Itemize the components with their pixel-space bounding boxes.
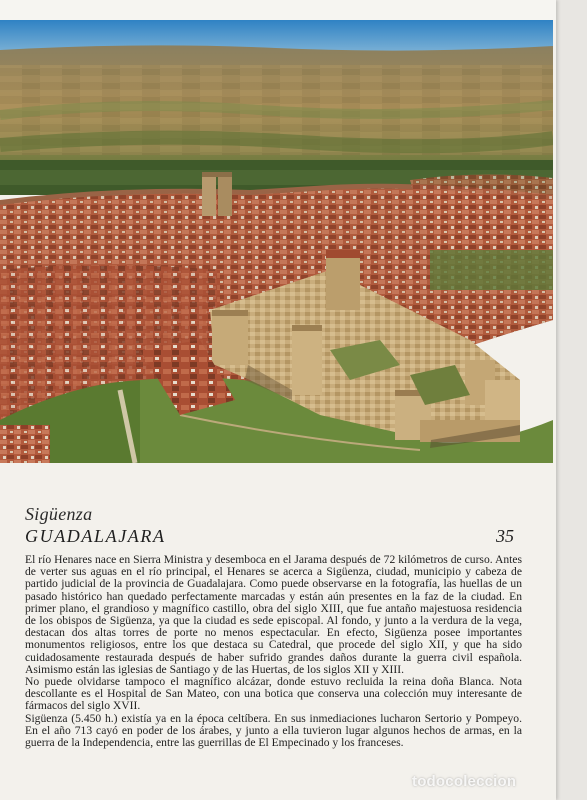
paragraph-1: El río Henares nace en Sierra Ministra y desemboca en el Jarama después de 72 kilómetros de curso. Antes de verter sus aguas en el río principal, el Henares se acerca a Sigüenza, ciudad, municipio y cabeza de partido judicial de la provincia de Guadalajara. Como puede observarse en la fotografía, las huellas de un pasado histórico han quedado perfectamente marcadas y están aún presentes en la faz de la ciudad. En primer plano, el grandioso y magnífico castillo, obra del siglo XIII, que fue antaño majestuosa residencia de los obispos de Sigüenza, ya que la ciudad es sede episcopal. Al fondo, y junto a la verdura de la vega, destacan dos altas torres de porte no menos espectacular. En efecto, Sigüenza posee importantes monumentos religiosos, entre los que destaca su Catedral, que procede del siglo XII, y que ha sido cuidadosamente restaurada después de haber sufrido grandes daños durante la guerra civil española. Asimismo están las iglesias de Santiago y de las Huertas, de los siglos XII y XIII. — [25, 553, 522, 676]
aerial-photo-graphic — [0, 20, 553, 463]
watermark-logo: todocoleccion — [412, 773, 517, 790]
caption-block — [0, 463, 556, 800]
top-margin — [0, 0, 556, 20]
province-name: GUADALAJARA — [25, 526, 166, 546]
page-number: 35 — [496, 526, 514, 546]
town-name: Sigüenza — [25, 504, 93, 524]
paragraph-3: Sigüenza (5.450 h.) existía ya en la época celtíbera. En sus inmediaciones lucharon Sertorio y Pompeyo. En el año 713 cayó en poder de los árabes, y junto a ella tuvieron lugar algunos hechos de armas, en la guerra de la Independencia, entre las guerrillas de El Empecinado y los franceses. — [25, 711, 522, 750]
description-text — [25, 554, 522, 749]
paragraph-2: No puede olvidarse tampoco el magnífico alcázar, donde estuvo recluida la reina doña Blanca. Nota descollante es el Hospital de San Mateo, con una botica que conserva una colección muy interesante de fármacos del siglo XVII. — [25, 675, 522, 713]
aerial-photo-siguenza — [0, 20, 553, 463]
